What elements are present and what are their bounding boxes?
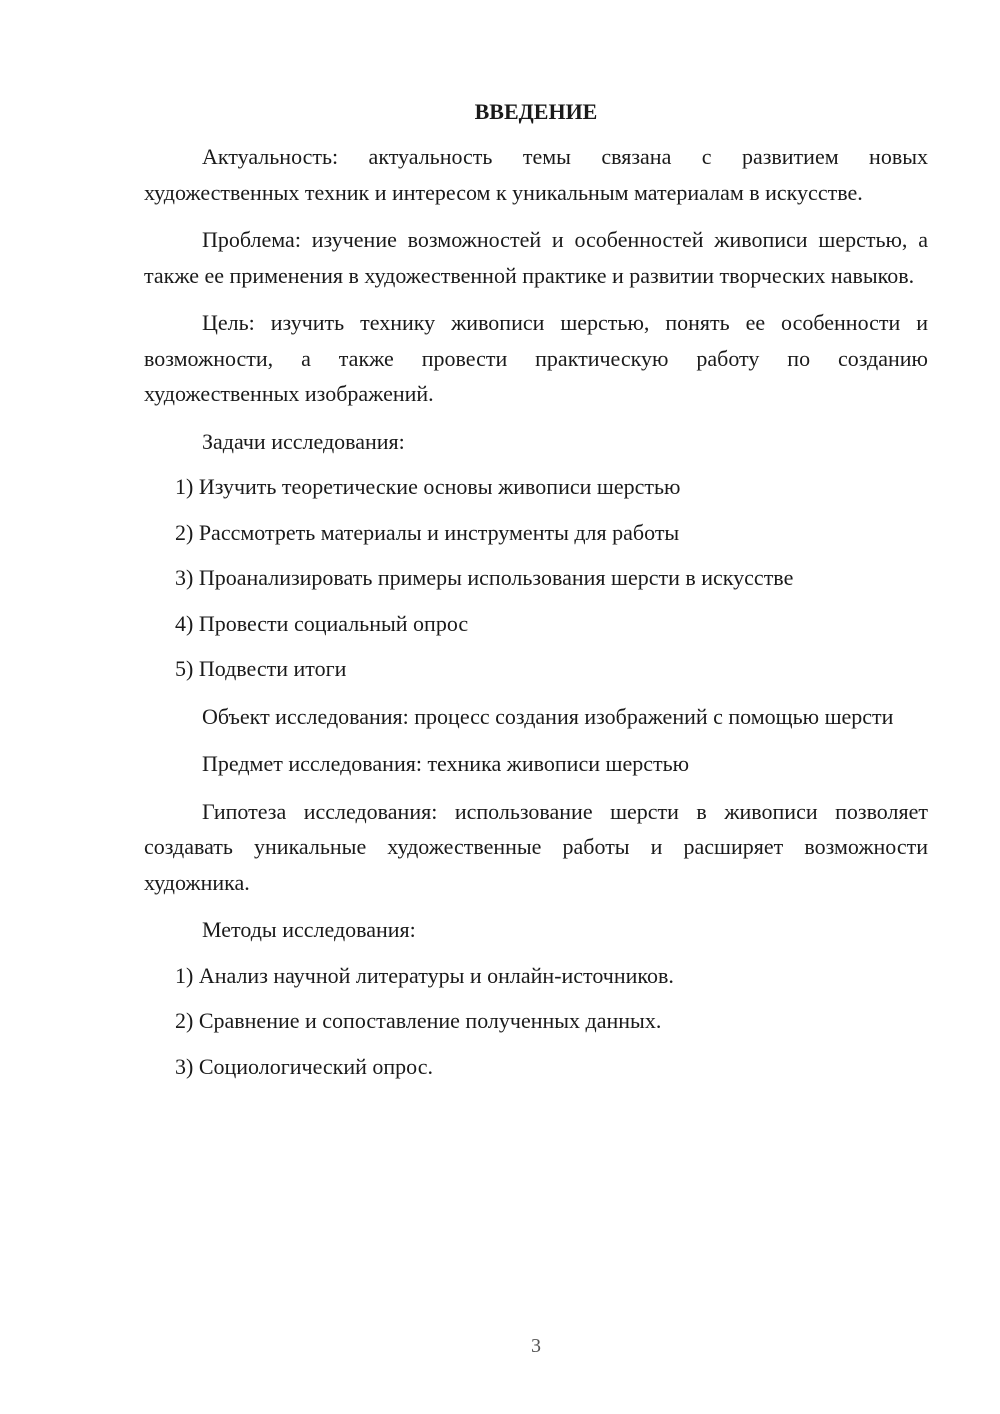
paragraph-relevance: Актуальность: актуальность темы связана с развитием новых художественных техник и интересом к уникальным материалам в искусстве. <box>144 144 928 205</box>
paragraph-subject: Предмет исследования: техника живописи шерстью <box>202 751 690 776</box>
paragraph-problem: Проблема: изучение возможностей и особенностей живописи шерстью, а также ее применения в художественной практике и развитии творческих навыков. <box>144 227 928 288</box>
paragraph-hypothesis: Гипотеза исследования: использование шерсти в живописи позволяет создавать уникальные художественные работы и расширяет возможности художника. <box>144 798 928 895</box>
list-item: 1) Анализ научной литературы и онлайн-источников. <box>175 962 674 988</box>
list-item: 3) Проанализировать примеры использования шерсти в искусстве <box>175 565 794 590</box>
list-item: 2) Рассмотреть материалы и инструменты для работы <box>175 519 680 545</box>
paragraph-tasks-title: Задачи исследования: <box>202 428 405 454</box>
page-content <box>144 94 928 1084</box>
paragraph-methods-title: Методы исследования: <box>202 917 416 942</box>
page-number: 3 <box>531 1335 541 1357</box>
paragraph-object: Объект исследования: процесс создания изображений с помощью шерсти <box>202 703 894 729</box>
methods-list <box>144 958 928 1085</box>
section-heading: ВВЕДЕНИЕ <box>474 99 598 124</box>
list-item: 3) Социологический опрос. <box>175 1053 433 1079</box>
list-item: 2) Сравнение и сопоставление полученных данных. <box>175 1008 662 1033</box>
paragraph-goal: Цель: изучить технику живописи шерстью, понять ее особенности и возможности, а также провести практическую работу по созданию художественных изображений. <box>144 310 928 406</box>
tasks-list <box>144 469 928 687</box>
list-item: 1) Изучить теоретические основы живописи шерстью <box>175 474 681 499</box>
list-item: 5) Подвести итоги <box>175 656 347 681</box>
list-item: 4) Провести социальный опрос <box>175 610 469 636</box>
